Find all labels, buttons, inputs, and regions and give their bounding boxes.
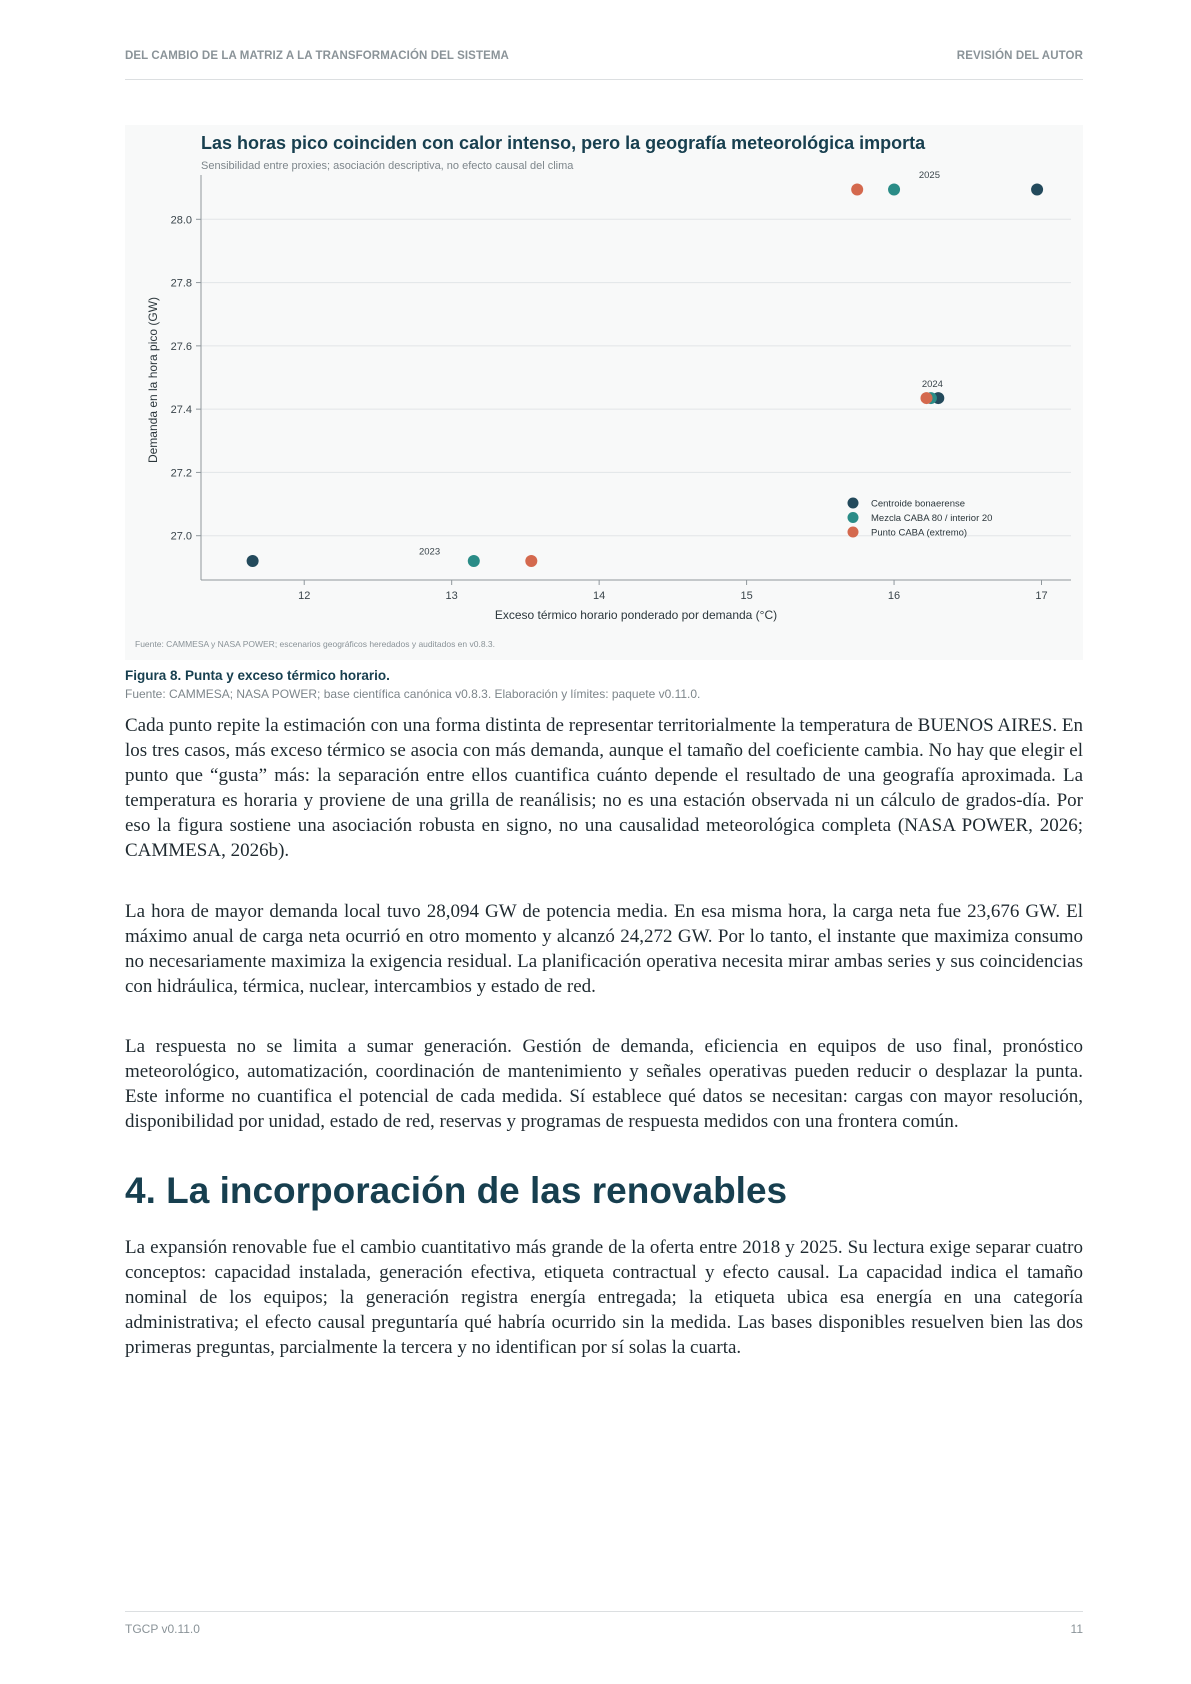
body-paragraph-3: La respuesta no se limita a sumar generación. Gestión de demanda, eficiencia en equipos de uso final, pronóstico meteorológico, automatización, coordinación de mantenimiento y señales operativas pueden reducir o desplazar la punta. Este informe no cuantifica el potencial de cada medida. Sí establece qué datos se necesitan: cargas con mayor resolución, disponibilidad por unidad, estado de red, reservas y programas de respuesta medidos con una frontera común.	[125, 1036, 1083, 1132]
y-tick-label: 27.8	[170, 277, 192, 290]
chart-source-note: Fuente: CAMMESA y NASA POWER; escenarios geográficos heredados y auditados en v0.8.3.	[135, 639, 496, 649]
page-number: 11	[1070, 1622, 1083, 1636]
x-tick-label: 15	[740, 590, 753, 602]
x-tick-label: 14	[593, 590, 606, 602]
x-axis-label: Exceso térmico horario ponderado por demanda (°C)	[494, 608, 778, 622]
year-label: 2023	[418, 546, 441, 558]
scatter-chart	[125, 125, 1083, 660]
year-label: 2024	[921, 378, 943, 390]
y-tick-label: 28.0	[170, 214, 192, 227]
axis-ticks	[171, 214, 1048, 602]
x-tick-label: 16	[887, 590, 901, 602]
x-tick-label: 12	[298, 590, 311, 602]
x-tick-label: 13	[445, 590, 458, 602]
legend-marker	[848, 527, 859, 538]
figure-caption: Figura 8. Punta y exceso térmico horario.	[125, 668, 390, 683]
y-tick-label: 27.4	[170, 404, 192, 417]
y-tick-label: 27.6	[170, 340, 192, 353]
year-label: 2025	[918, 170, 941, 182]
y-tick-label: 27.2	[170, 467, 192, 480]
footer-version: TGCP v0.11.0	[125, 1622, 200, 1636]
chart-title: Las horas pico coinciden con calor intenso, pero la geografía meteorológica importa	[201, 133, 926, 153]
y-axis-label: Demanda en la hora pico (GW)	[146, 296, 160, 464]
data-point	[525, 555, 537, 567]
gridlines	[201, 219, 1071, 535]
data-point	[1031, 184, 1043, 196]
legend-label: Centroide bonaerense	[871, 498, 966, 510]
running-footer	[125, 1622, 1083, 1636]
body-paragraph-4: La expansión renovable fue el cambio cuantitativo más grande de la oferta entre 2018 y 2025. Su lectura exige separar cuatro conceptos: capacidad instalada, generación efectiva, etiqueta contractual y efecto causal. La capacidad indica el tamaño nominal de los equipos; la generación registra energía entregada; la etiqueta ubica esa energía en una categoría administrativa; el efecto causal preguntaría qué habría ocurrido sin la medida. Las bases disponibles resuelven bien las dos primeras preguntas, parcialmente la tercera y no identifican por sí solas la cuarta.	[125, 1237, 1083, 1358]
figure-panel	[125, 125, 1083, 660]
data-point	[247, 555, 259, 567]
running-header	[125, 50, 1083, 62]
header-document-title: DEL CAMBIO DE LA MATRIZ A LA TRANSFORMACIÓN DEL SISTEMA	[125, 50, 509, 62]
data-point	[920, 392, 932, 404]
legend-marker	[848, 498, 859, 509]
header-divider	[125, 79, 1083, 80]
data-point	[468, 555, 480, 567]
data-point	[888, 184, 900, 196]
year-labels	[419, 170, 943, 558]
legend-label: Mezcla CABA 80 / interior 20	[871, 513, 993, 524]
legend-marker	[848, 512, 859, 523]
figure-source: Fuente: CAMMESA; NASA POWER; base científica canónica v0.8.3. Elaboración y límites: paquete v0.11.0.	[125, 687, 701, 701]
section-heading: 4. La incorporación de las renovables	[125, 1170, 788, 1211]
body-paragraph-1: Cada punto repite la estimación con una forma distinta de representar territorialmente la temperatura de BUENOS AIRES. En los tres casos, más exceso térmico se asocia con más demanda, aunque el tamaño del coeficiente cambia. No hay que elegir el punto que “gusta” más: la separación entre ellos cuantifica cuánto depende el resultado de una geografía aproximada. La temperatura es horaria y proviene de una grilla de reanálisis; no es una estación observada ni un cálculo de grados-día. Por eso la figura sostiene una asociación robusta en signo, no una causalidad meteorológica completa (NASA POWER, 2026; CAMMESA, 2026b).	[125, 715, 1083, 861]
legend-label: Punto CABA (extremo)	[871, 527, 968, 539]
chart-subtitle: Sensibilidad entre proxies; asociación descriptiva, no efecto causal del clima	[201, 160, 574, 172]
footer-divider	[125, 1611, 1083, 1612]
y-tick-label: 27.0	[170, 530, 192, 543]
body-paragraph-2: La hora de mayor demanda local tuvo 28,094 GW de potencia media. En esa misma hora, la carga neta fue 23,676 GW. El máximo anual de carga neta ocurrió en otro momento y alcanzó 24,272 GW. Por lo tanto, el instante que maximiza consumo no necesariamente maximiza la exigencia residual. La planificación operativa necesita mirar ambas series y sus coincidencias con hidráulica, térmica, nuclear, intercambios y estado de red.	[125, 901, 1083, 997]
x-tick-label: 17	[1035, 590, 1048, 602]
header-review-label: REVISIÓN DEL AUTOR	[956, 50, 1083, 62]
chart-legend	[848, 498, 993, 539]
data-point	[851, 184, 863, 196]
